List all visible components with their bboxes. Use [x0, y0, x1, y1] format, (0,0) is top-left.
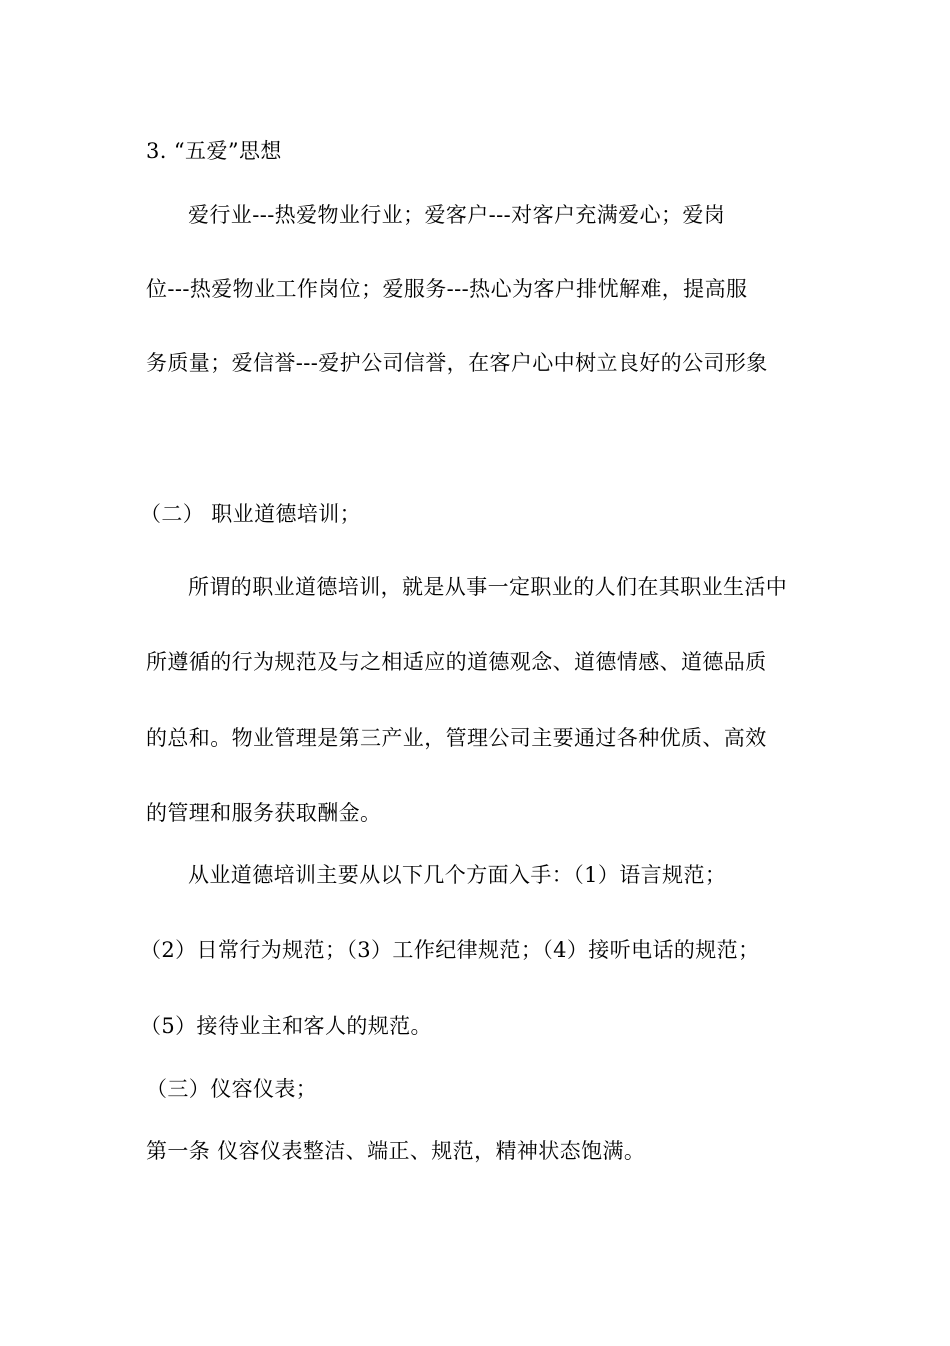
ethics-para1-line-2: 所遵循的行为规范及与之相适应的道德观念、道德情感、道德品质: [146, 650, 767, 674]
ethics-para2-line-1: 从业道德培训主要从以下几个方面入手：（1）语言规范；: [188, 863, 727, 887]
ethics-para1-line-1: 所谓的职业道德培训，就是从事一定职业的人们在其职业生活中: [188, 575, 788, 599]
ethics-para1-line-3: 的总和。物业管理是第三产业，管理公司主要通过各种优质、高效: [146, 726, 767, 750]
ethics-para2-line-2: （2）日常行为规范；（3）工作纪律规范；（4）接听电话的规范；: [140, 938, 760, 962]
wuai-line-1: 爱行业---热爱物业行业；爱客户---对客户充满爱心；爱岗: [188, 203, 726, 227]
wuai-line-2: 位---热爱物业工作岗位；爱服务---热心为客户排忧解难，提高服: [146, 277, 748, 301]
section-heading-two: （二） 职业道德培训；: [140, 502, 362, 526]
article-one: 第一条 仪容仪表整洁、端正、规范，精神状态饱满。: [146, 1139, 646, 1163]
ethics-para2-line-3: （5）接待业主和客人的规范。: [140, 1014, 432, 1038]
ethics-para1-line-4: 的管理和服务获取酬金。: [146, 801, 382, 825]
section-title-wuai: 3. “五爱”思想: [146, 139, 282, 163]
wuai-line-3: 务质量；爱信誉---爱护公司信誉，在客户心中树立良好的公司形象: [146, 351, 768, 375]
section-heading-three: （三）仪容仪表；: [146, 1077, 318, 1101]
